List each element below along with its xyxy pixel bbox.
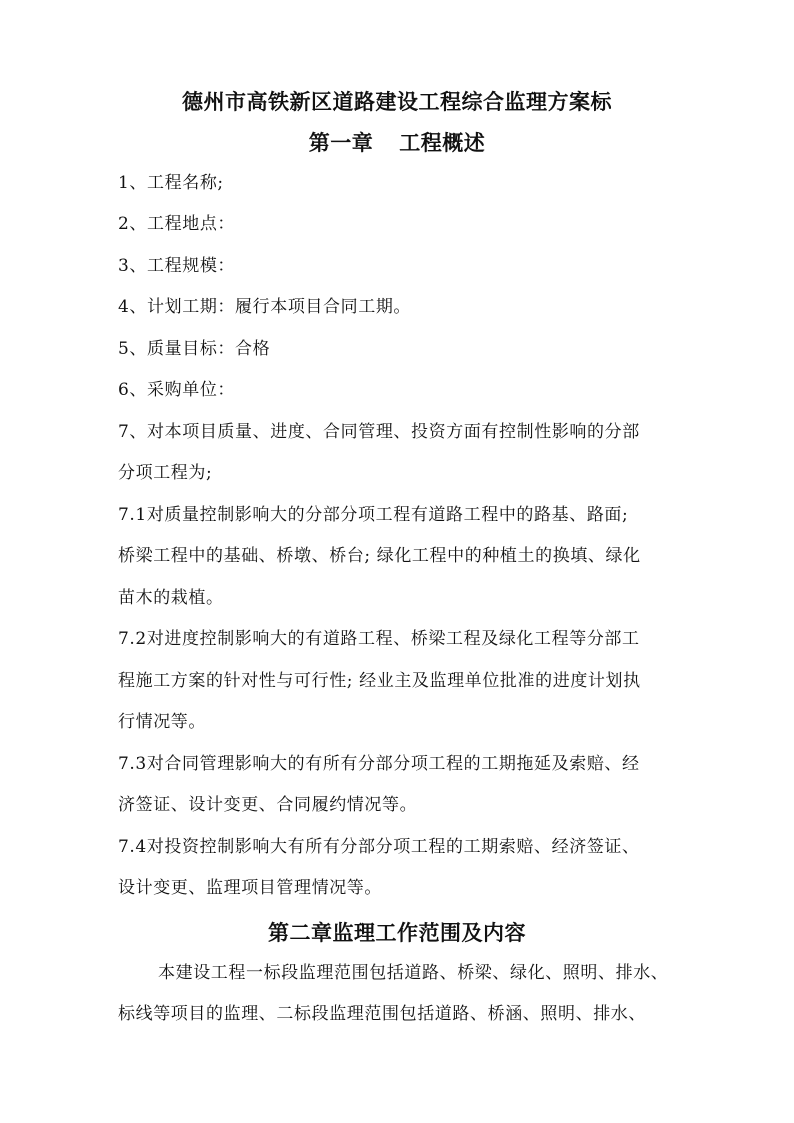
document-title: 德州市高铁新区道路建设工程综合监理方案标 [182, 89, 612, 114]
chapter-2-paragraph-line-2: 标线等项目的监理、二标段监理范围包括道路、桥涵、照明、排水、 [118, 1004, 646, 1024]
item-project-location: 2、工程地点： [118, 214, 236, 234]
item-7-2-line-3: 行情况等。 [118, 712, 206, 732]
item-7-line-2: 分项工程为; [118, 463, 213, 483]
item-7-3-line-2: 济签证、设计变更、合同履约情况等。 [118, 795, 418, 815]
item-7-1-line-3: 苗木的栽植。 [118, 588, 224, 608]
item-project-name: 1、工程名称; [118, 173, 224, 193]
chapter-2-heading: 第二章监理工作范围及内容 [268, 920, 526, 945]
item-7-1-line-2: 桥梁工程中的基础、桥墩、桥台; 绿化工程中的种植土的换填、绿化 [118, 546, 641, 566]
item-project-scale: 3、工程规模： [118, 256, 236, 276]
chapter-1-label: 第一章 [308, 130, 374, 155]
item-7-4-line-1: 7.4对投资控制影响大有所有分部分项工程的工期索赔、经济签证、 [118, 837, 640, 857]
item-7-4-line-2: 设计变更、监理项目管理情况等。 [118, 878, 382, 898]
item-7-1-line-1: 7.1对质量控制影响大的分部分项工程有道路工程中的路基、路面; [118, 505, 629, 525]
item-schedule: 4、计划工期：履行本项目合同工期。 [118, 297, 412, 317]
chapter-1-name: 工程概述 [399, 130, 486, 155]
item-7-2-line-2: 程施工方案的针对性与可行性; 经业主及监理单位批准的进度计划执 [118, 671, 641, 691]
item-7-line-1: 7、对本项目质量、进度、合同管理、投资方面有控制性影响的分部 [118, 422, 640, 442]
item-7-3-line-1: 7.3对合同管理影响大的有所有分部分项工程的工期拖延及索赔、经 [118, 754, 640, 774]
chapter-2-paragraph-line-1: 本建设工程一标段监理范围包括道路、桥梁、绿化、照明、排水、 [158, 963, 669, 983]
item-7-2-line-1: 7.2对进度控制影响大的有道路工程、桥梁工程及绿化工程等分部工 [118, 629, 640, 649]
chapter-1-heading [0, 127, 794, 157]
item-purchaser: 6、采购单位： [118, 380, 236, 400]
item-quality-target: 5、质量目标：合格 [118, 339, 271, 359]
